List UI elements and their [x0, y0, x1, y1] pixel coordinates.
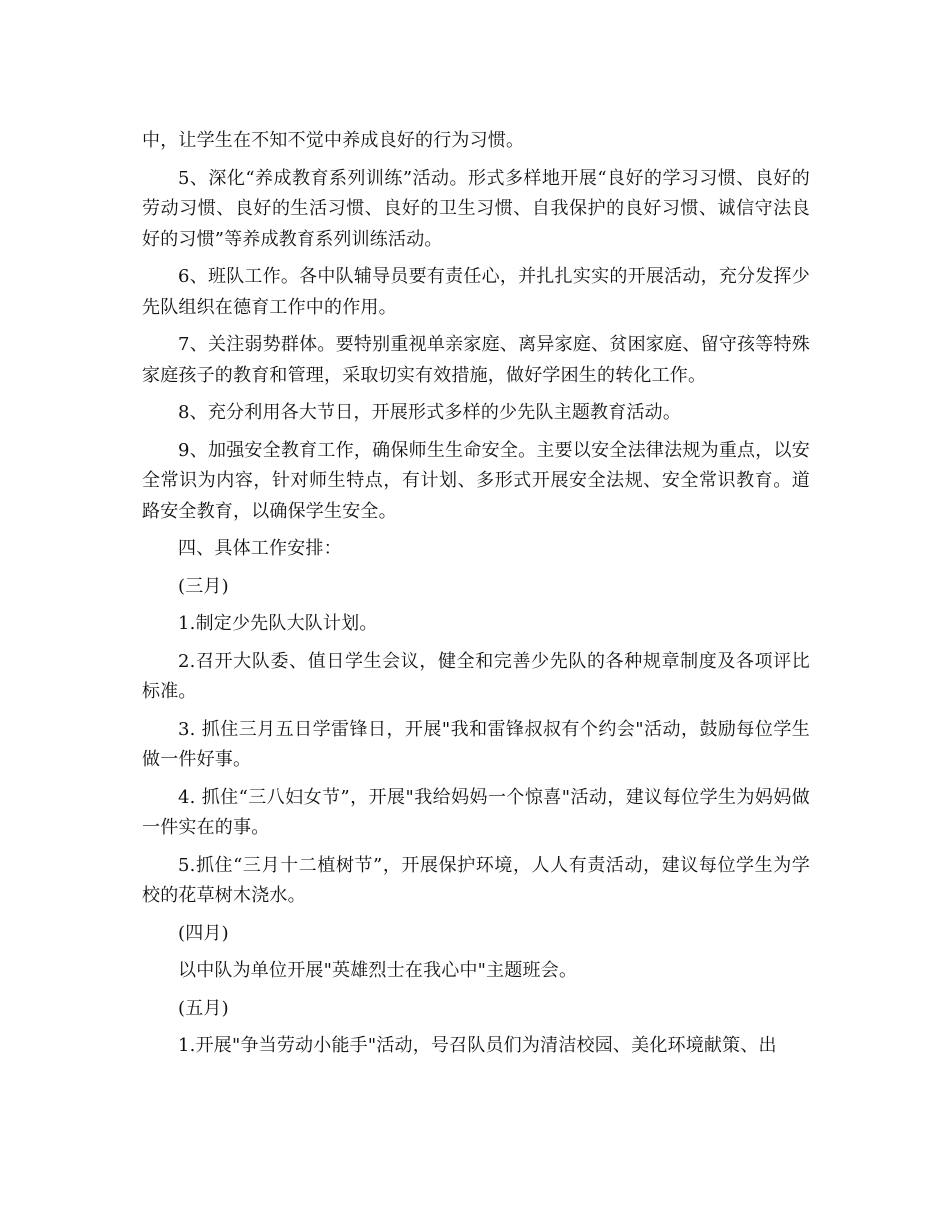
list-item: 3. 抓住三月五日学雷锋日，开展"我和雷锋叔叔有个约会"活动，鼓励每位学生做一件好事。	[142, 718, 810, 770]
paragraph: 9、加强安全教育工作，确保师生生命安全。主要以安全法律法规为重点，以安全常识为内容，针对师生特点，有计划、多形式开展安全法规、安全常识教育。道路安全教育，以确保学生安全。	[142, 439, 810, 522]
month-heading: (三月)	[178, 575, 229, 597]
list-item: 5.抓住“三月十二植树节”，开展保护环境，人人有责活动，建议每位学生为学校的花草树木浇水。	[142, 854, 810, 906]
list-item: 1.开展"争当劳动小能手"活动，号召队员们为清洁校园、美化环境献策、出	[178, 1035, 777, 1056]
document-body	[142, 126, 810, 1069]
paragraph: 8、充分利用各大节日，开展形式多样的少先队主题教育活动。	[178, 402, 682, 423]
section-heading: 四、具体工作安排：	[178, 538, 342, 559]
list-item: 2.召开大队委、值日学生会议，健全和完善少先队的各种规章制度及各项评比标准。	[142, 650, 810, 702]
paragraph: 5、深化“养成教育系列训练”活动。形式多样地开展“良好的学习习惯、良好的劳动习惯、良好的生活习惯、良好的卫生习惯、自我保护的良好习惯、诚信守法良好的习惯”等养成教育系列训练活动。	[142, 167, 810, 250]
paragraph: 6、班队工作。各中队辅导员要有责任心，并扎扎实实的开展活动，充分发挥少先队组织在德育工作中的作用。	[142, 266, 810, 318]
paragraph: 以中队为单位开展"英雄烈士在我心中"主题班会。	[178, 960, 578, 981]
paragraph: 7、关注弱势群体。要特别重视单亲家庭、离异家庭、贫困家庭、留守孩等特殊家庭孩子的教育和管理，采取切实有效措施，做好学困生的转化工作。	[142, 334, 810, 386]
paragraph: 中，让学生在不知不觉中养成良好的行为习惯。	[142, 130, 525, 151]
month-heading: (五月)	[178, 997, 229, 1019]
list-item: 4. 抓住“三八妇女节”，开展"我给妈妈一个惊喜"活动，建议每位学生为妈妈做一件实在的事。	[142, 786, 810, 838]
month-heading: (四月)	[178, 922, 229, 944]
list-item: 1.制定少先队大队计划。	[178, 613, 378, 634]
